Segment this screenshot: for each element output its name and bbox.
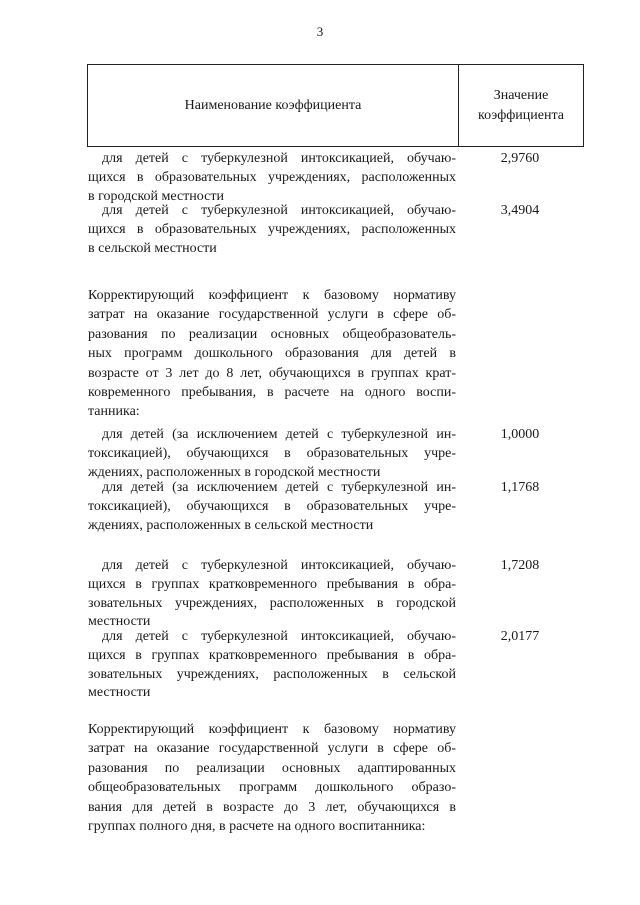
table-row (88, 557, 584, 632)
table-row (88, 426, 584, 482)
paragraph-line: разования по реализации основных общеобразователь- (88, 326, 456, 342)
row-line: щихся в группах кратковременного пребывания в обра- (88, 576, 456, 592)
row-line: в сельской местности (88, 240, 217, 256)
row-line: токсикацией), обучающихся в образовательных учре- (88, 498, 456, 514)
row-text (88, 479, 456, 535)
row-line: для детей с туберкулезной интоксикацией, обучаю- (102, 558, 456, 573)
paragraph-line: группах полного дня, в расчете на одного воспитанника: (88, 819, 426, 835)
table-row (88, 479, 584, 535)
section-paragraph (88, 286, 456, 422)
paragraph-line: возрасте от 3 лет до 8 лет, обучающихся в группах крат- (88, 365, 456, 381)
paragraph-line: Корректирующий коэффициент к базовому нормативу (88, 288, 456, 303)
header-value-line1: Значение (493, 87, 549, 103)
row-text (88, 628, 456, 703)
row-value: 1,7208 (500, 558, 540, 573)
row-line: щихся в образовательных учреждениях, расположенных (88, 169, 456, 185)
paragraph-line: ных программ дошкольного образования для детей в (88, 346, 456, 362)
paragraph-line: Корректирующий коэффициент к базовому нормативу (88, 722, 456, 737)
paragraph-line: танника: (88, 404, 140, 420)
paragraph-line: затрат на оказание государственной услуги в сфере об- (88, 741, 456, 757)
row-line: щихся в образовательных учреждениях, расположенных (88, 221, 456, 237)
row-text (88, 557, 456, 632)
row-text (88, 426, 456, 482)
row-line: для детей с туберкулезной интоксикацией, обучаю- (102, 629, 456, 644)
paragraph-line: затрат на оказание государственной услуги в сфере об- (88, 307, 456, 323)
row-line: в городской местности (88, 188, 224, 204)
row-value: 2,9760 (500, 151, 540, 166)
row-line: зовательных учреждениях, расположенных в сельской (88, 666, 456, 682)
row-line: ждениях, расположенных в городской местности (88, 464, 381, 480)
table-row (88, 202, 584, 258)
row-line: местности (88, 614, 151, 630)
row-line: ждениях, расположенных в сельской местности (88, 517, 374, 533)
row-value: 2,0177 (500, 629, 540, 644)
row-value: 3,4904 (500, 203, 540, 218)
table-row (88, 150, 584, 206)
section-paragraph (88, 720, 456, 836)
header-value-line2: коэффициента (478, 107, 564, 123)
paragraph-line: разования по реализации основных адаптированных (88, 760, 456, 776)
paragraph-line: вания для детей в возрасте до 3 лет, обучающихся в (88, 799, 456, 815)
paragraph-line: общеобразовательных программ дошкольного образо- (88, 780, 456, 796)
row-line: токсикацией), обучающихся в образовательных учре- (88, 445, 456, 461)
row-line: для детей с туберкулезной интоксикацией, обучаю- (102, 203, 456, 218)
row-value: 1,0000 (500, 427, 540, 442)
paragraph-line: ковременного пребывания, в расчете на одного воспи- (88, 385, 456, 401)
row-line: местности (88, 685, 151, 701)
row-line: для детей (за исключением детей с туберкулезной ин- (102, 480, 456, 495)
table-row (88, 628, 584, 703)
row-line: щихся в группах кратковременного пребывания в обра- (88, 647, 456, 663)
row-text (88, 150, 456, 206)
header-value-column (459, 65, 583, 146)
header-name-column: Наименование коэффициента (88, 65, 459, 146)
row-line: для детей с туберкулезной интоксикацией, обучаю- (102, 151, 456, 166)
page-number: 3 (316, 24, 324, 39)
row-line: для детей (за исключением детей с туберкулезной ин- (102, 427, 456, 442)
table-header (87, 64, 584, 147)
row-value: 1,1768 (500, 480, 540, 495)
row-text (88, 202, 456, 258)
row-line: зовательных учреждениях, расположенных в городской (88, 595, 456, 611)
